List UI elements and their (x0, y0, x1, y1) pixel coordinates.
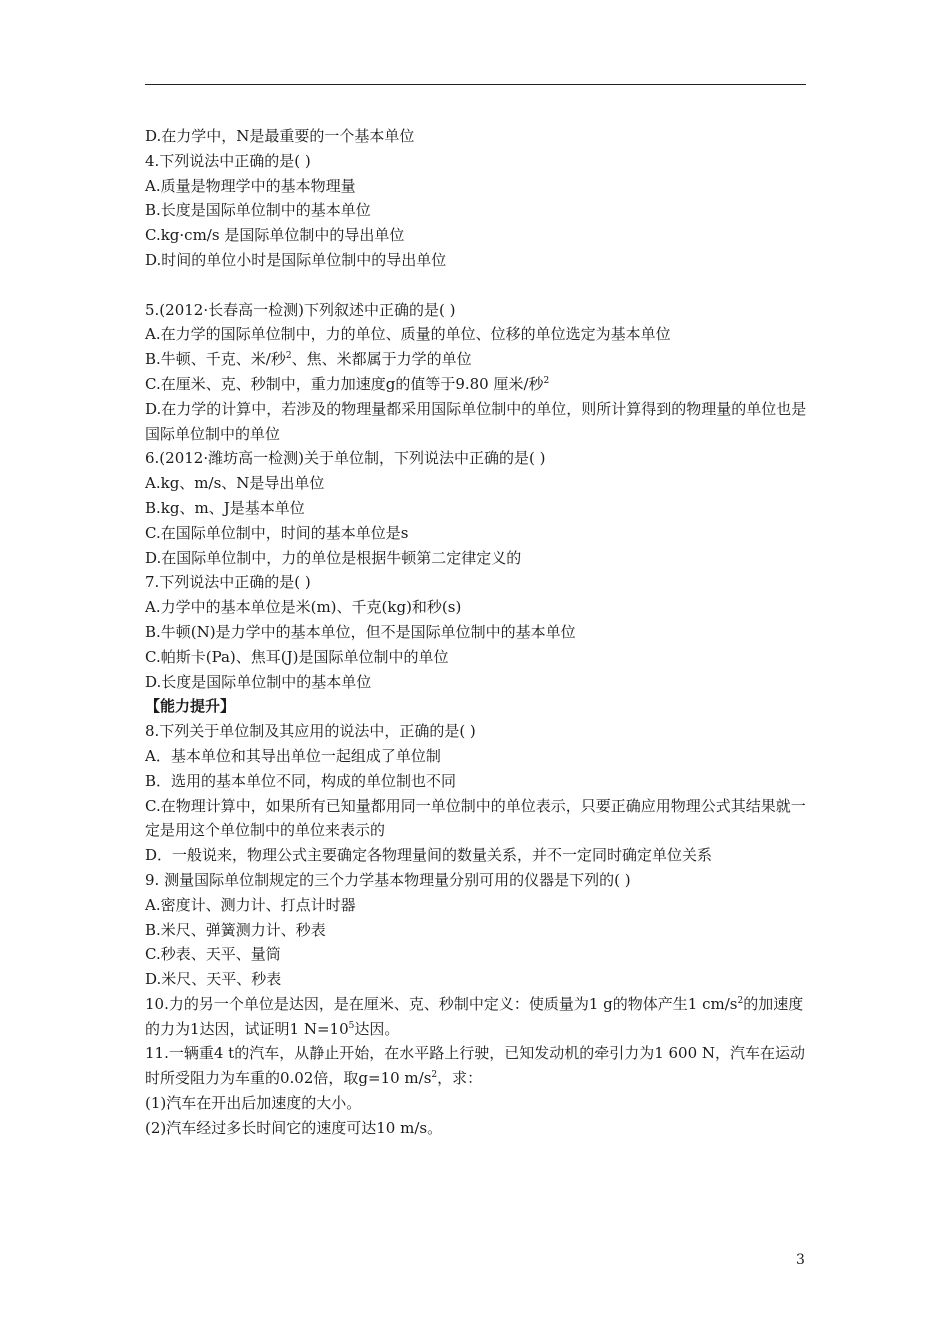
q9-option-c: C.秒表、天平、量筒 (145, 945, 281, 964)
page-number: 3 (796, 1252, 805, 1268)
q6-option-b: B.kg、m、J是基本单位 (145, 498, 305, 517)
q7-stem: 7.下列说法中正确的是( ) (145, 573, 311, 592)
q11-text-part: ，求： (437, 1069, 483, 1088)
q9-option-d: D.米尺、天平、秒表 (145, 970, 282, 989)
q4-option-b: B.长度是国际单位制中的基本单位 (145, 201, 371, 220)
q4-option-a: A.质量是物理学中的基本物理量 (145, 176, 356, 195)
q9-option-b: B.米尺、弹簧测力计、秒表 (145, 920, 326, 939)
q5-option-d: D.在力学的计算中，若涉及的物理量都采用国际单位制中的单位，则所计算得到的物理量的单位也是国际单位制中的单位 (145, 399, 807, 443)
superscript: 2 (737, 995, 744, 1006)
q9-option-a: A.密度计、测力计、打点计时器 (145, 895, 356, 914)
q4-stem: 4.下列说法中正确的是( ) (145, 151, 311, 170)
blank-line (145, 273, 810, 298)
q6-option-c: C.在国际单位制中，时间的基本单位是s (145, 523, 409, 542)
q5-option-a: A.在力学的国际单位制中，力的单位、质量的单位、位移的单位选定为基本单位 (145, 325, 671, 344)
q7-option-c: C.帕斯卡(Pa)、焦耳(J)是国际单位制中的单位 (145, 647, 449, 666)
q8-option-d: D．一般说来，物理公式主要确定各物理量间的数量关系，并不一定同时确定单位关系 (145, 846, 713, 865)
header-rule (145, 84, 806, 85)
superscript: 2 (285, 351, 292, 362)
q5-option-b (145, 347, 810, 372)
q6-stem: 6.(2012·潍坊高一检测)关于单位制，下列说法中正确的是( ) (145, 449, 546, 468)
superscript: 5 (348, 1020, 355, 1031)
q5-option-b-text-cont: 、焦、米都属于力学的单位 (291, 350, 472, 369)
q11-text (145, 1041, 810, 1091)
q10-text-part: 的加速度的力为1达因，试证明1 N=10 (145, 994, 804, 1038)
q7-option-a: A.力学中的基本单位是米(m)、千克(kg)和秒(s) (145, 598, 462, 617)
q9-stem: 9. 测量国际单位制规定的三个力学基本物理量分别可用的仪器是下列的( ) (145, 870, 631, 889)
q4-option-d: D.时间的单位小时是国际单位制中的导出单位 (145, 250, 447, 269)
q5-option-c (145, 372, 810, 397)
q8-option-c: C.在物理计算中，如果所有已知量都用同一单位制中的单位表示，只要正确应用物理公式其结果就一定是用这个单位制中的单位来表示的 (145, 796, 806, 840)
section-heading: 【能力提升】 (145, 697, 236, 716)
q11-part-2: (2)汽车经过多长时间它的速度可达10 m/s。 (145, 1118, 443, 1137)
q8-stem: 8.下列关于单位制及其应用的说法中，正确的是( ) (145, 722, 476, 741)
q5-option-c-text: C.在厘米、克、秒制中，重力加速度g的值等于9.80 厘米/秒 (145, 374, 544, 393)
q3-option-d: D.在力学中，N是最重要的一个基本单位 (145, 127, 415, 145)
q7-option-d: D.长度是国际单位制中的基本单位 (145, 672, 372, 691)
q10-text-part: 10.力的另一个单位是达因，是在厘米、克、秒制中定义：使质量为1 g的物体产生1 cm/s (145, 994, 738, 1013)
q7-option-b: B.牛顿(N)是力学中的基本单位，但不是国际单位制中的基本单位 (145, 622, 576, 641)
q8-option-b: B．选用的基本单位不同，构成的单位制也不同 (145, 771, 457, 790)
superscript: 2 (543, 375, 550, 386)
q11-text-part: 11.一辆重4 t的汽车，从静止开始，在水平路上行驶，已知发动机的牵引力为1 600 N，汽车在运动时所受阻力为车重的0.02倍，取g=10 m/s (145, 1044, 806, 1088)
q8-option-a: A．基本单位和其导出单位一起组成了单位制 (145, 746, 441, 765)
q4-option-c: C.kg·cm/s 是国际单位制中的导出单位 (145, 226, 405, 245)
superscript: 2 (431, 1070, 438, 1081)
q6-option-a: A.kg、m/s、N是导出单位 (145, 474, 325, 493)
q11-part-1: (1)汽车在开出后加速度的大小。 (145, 1094, 362, 1113)
q10-text (145, 992, 810, 1042)
page-content (145, 124, 810, 1141)
q10-text-part: 达因。 (354, 1019, 400, 1038)
q5-option-b-text: B.牛顿、千克、米/秒 (145, 350, 286, 369)
q6-option-d: D.在国际单位制中，力的单位是根据牛顿第二定律定义的 (145, 548, 522, 567)
q5-stem: 5.(2012·长春高一检测)下列叙述中正确的是( ) (145, 300, 456, 319)
